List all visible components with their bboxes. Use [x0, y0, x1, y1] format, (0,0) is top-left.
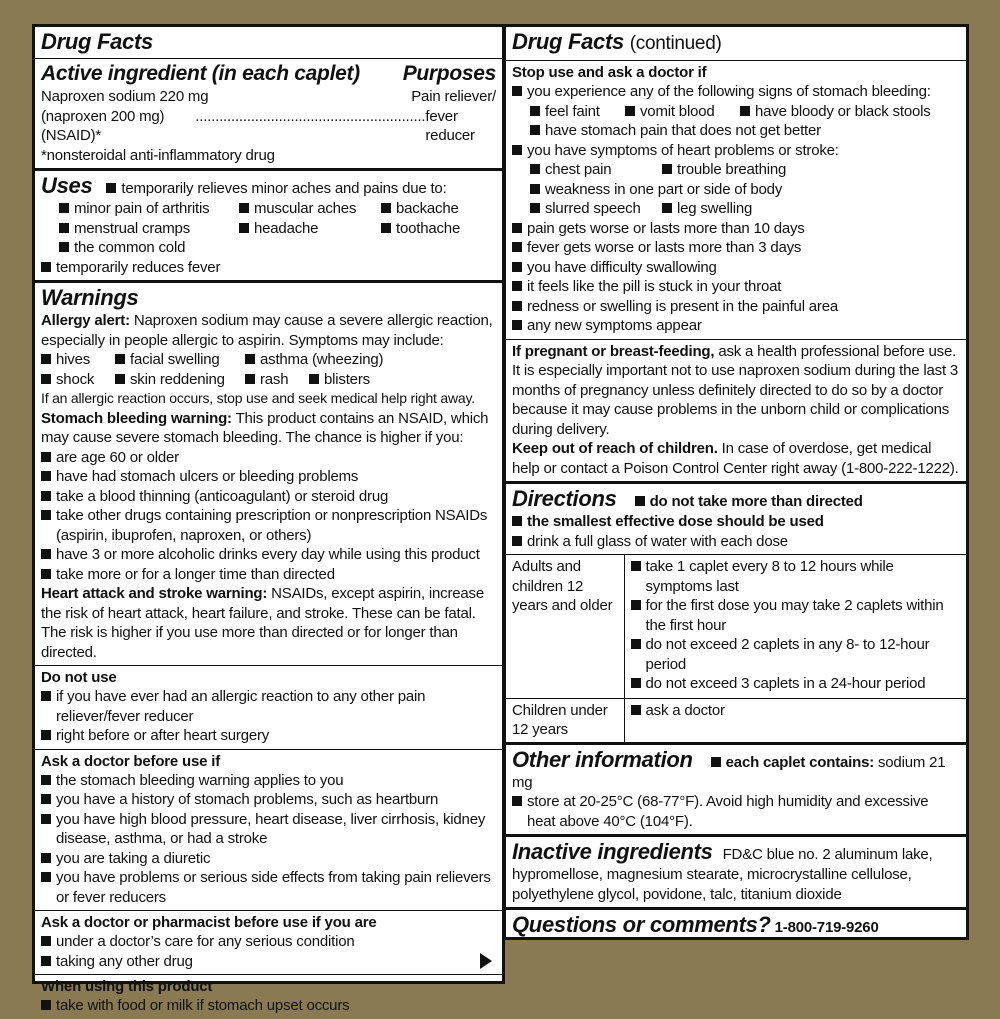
leader-dots: ..........................................................: [195, 107, 426, 125]
other-information-header: Other information: [512, 746, 693, 772]
active-ingredient-name: Naproxen sodium 220 mg: [41, 88, 209, 105]
list-item: taking any other drug: [56, 952, 193, 970]
active-ingredient-section: [35, 59, 502, 171]
when-using-header: When using this product: [41, 978, 213, 995]
list-item: weakness in one part or side of body: [530, 181, 782, 198]
active-ingredient-sub: (naproxen 200 mg) (NSAID)*: [41, 107, 165, 144]
list-item: are age 60 or older: [56, 448, 179, 466]
list-item: ask a doctor: [645, 701, 725, 719]
allergy-alert-label: Allergy alert:: [41, 312, 130, 329]
list-item: chest pain: [530, 160, 662, 180]
list-item: have had stomach ulcers or bleeding problems: [56, 468, 359, 485]
drug-facts-title-continued: Drug Facts: [512, 29, 624, 54]
heart-warning-label: Heart attack and stroke warning:: [41, 585, 268, 602]
list-item: take 1 caplet every 8 to 12 hours while symptoms last: [645, 558, 894, 595]
list-item: redness or swelling is present in the painful area: [512, 298, 838, 315]
list-item: facial swelling: [115, 350, 245, 370]
allergy-after-text: If an allergic reaction occurs, stop use and seek medical help right away.: [41, 390, 475, 406]
list-item: you have a history of stomach problems, such as heartburn: [56, 791, 439, 808]
dosage-table: [506, 554, 966, 742]
ask-doctor-header: Ask a doctor before use if: [41, 752, 221, 770]
purpose-line-2: fever reducer: [425, 107, 475, 144]
list-item: menstrual cramps: [59, 219, 239, 239]
list-item: do not exceed 3 caplets in a 24-hour period: [645, 675, 926, 692]
uses-fever: temporarily reduces fever: [41, 259, 220, 276]
directions-bold-2: the smallest effective dose should be used: [512, 513, 824, 530]
heart-warning-text: NSAIDs, except aspirin, increase the risk of heart attack, heart failure, and stroke. These can be fatal. The risk is higher if you use more than directed or for longer than directed.: [41, 585, 484, 661]
heart-intro: you have symptoms of heart problems or stroke:: [512, 142, 839, 159]
uses-section: [35, 171, 502, 283]
list-item: do not exceed 2 caplets in any 8- to 12-hour period: [645, 636, 930, 673]
purposes-header: Purposes: [402, 62, 496, 85]
list-item: shock: [41, 370, 115, 390]
list-item: you have high blood pressure, heart disease, liver cirrhosis, kidney disease, asthma, or had a stroke: [56, 810, 486, 847]
list-item: feel faint: [530, 102, 625, 122]
list-item: asthma (wheezing): [245, 350, 383, 370]
list-item: under a doctor’s care for any serious condition: [56, 933, 355, 950]
stomach-warning-label: Stomach bleeding warning:: [41, 409, 232, 427]
list-item: muscular aches: [239, 199, 381, 219]
list-item: take with food or milk if stomach upset occurs: [56, 997, 350, 1014]
list-item: any new symptoms appear: [512, 317, 702, 334]
list-item: the common cold: [59, 239, 185, 256]
inactive-ingredients-section: [506, 837, 966, 910]
do-not-use-section: [35, 666, 502, 750]
drug-facts-title: Drug Facts: [41, 29, 153, 54]
child-label: Children under 12 years: [506, 698, 624, 742]
caplet-label: each caplet contains:: [711, 754, 874, 771]
list-item: take other drugs containing prescription or nonprescription NSAIDs (aspirin, ibuprofen, naproxen, or others): [56, 507, 488, 544]
keep-out-text: In case of overdose, get medical help or contact a Poison Control Center right away (1-800-222-1222).: [512, 440, 959, 477]
list-item: headache: [239, 219, 381, 239]
questions-section: [506, 910, 966, 941]
allergy-alert-text: Naproxen sodium may cause a severe allergic reaction, especially in people allergic to aspirin. Symptoms may include:: [41, 312, 493, 349]
storage-text: store at 20-25°C (68-77°F). Avoid high humidity and excessive heat above 40°C (104°F).: [527, 793, 929, 830]
adult-label: Adults and children 12 years and older: [506, 555, 624, 699]
nsaid-footnote: *nonsteroidal anti-inflammatory drug: [41, 146, 275, 164]
ask-pharmacist-header: Ask a doctor or pharmacist before use if you are: [41, 914, 377, 931]
list-item: fever gets worse or lasts more than 3 days: [512, 239, 801, 256]
list-item: hives: [41, 350, 115, 370]
title-section-continued: [506, 27, 966, 61]
bleeding-intro: you experience any of the following signs of stomach bleeding:: [512, 83, 931, 100]
purpose-line-1: Pain reliever/: [411, 88, 496, 105]
title-section: [35, 27, 502, 59]
directions-plain: drink a full glass of water with each dose: [512, 533, 788, 550]
questions-phone: 1-800-719-9260: [774, 919, 879, 936]
do-not-use-header: Do not use: [41, 669, 117, 686]
warnings-header: Warnings: [41, 285, 139, 310]
list-item: the stomach bleeding warning applies to you: [56, 771, 344, 789]
continue-arrow-icon: [480, 953, 492, 969]
when-using-section: [35, 975, 502, 1019]
list-item: you are taking a diuretic: [56, 849, 211, 867]
list-item: leg swelling: [662, 199, 752, 219]
list-item: backache: [381, 199, 459, 219]
pregnancy-text: ask a health professional before use. It is especially important not to use naproxen sodium during the last 3 months of pregnancy unless definitely directed to do so by a doctor because it may cause problems in the unborn child or complications during delivery.: [512, 342, 959, 438]
stomach-warning-text: This product contains an NSAID, which may cause severe stomach bleeding. The chance is higher if you:: [41, 409, 489, 446]
list-item: you have difficulty swallowing: [512, 259, 717, 276]
caplet-text: sodium 21 mg: [512, 753, 946, 791]
list-item: rash: [245, 370, 309, 390]
directions-bold-1: do not take more than directed: [635, 493, 863, 510]
list-item: trouble breathing: [662, 160, 786, 180]
inactive-ingredients-header: Inactive ingredients: [512, 839, 713, 864]
pregnancy-section: [506, 340, 966, 485]
keep-out-label: Keep out of reach of children.: [512, 440, 718, 457]
stop-use-header: Stop use and ask a doctor if: [512, 64, 707, 81]
uses-header: Uses: [41, 173, 93, 198]
list-item: have 3 or more alcoholic drinks every day while using this product: [56, 546, 480, 563]
list-item: pain gets worse or lasts more than 10 days: [512, 220, 805, 237]
pregnancy-label: If pregnant or breast-feeding,: [512, 342, 715, 360]
list-item: have stomach pain that does not get better: [530, 122, 821, 139]
stop-use-section: [506, 61, 966, 340]
list-item: slurred speech: [530, 199, 662, 219]
list-item: minor pain of arthritis: [59, 199, 239, 219]
table-row: [506, 698, 966, 742]
active-ingredient-header: Active ingredient (in each caplet): [41, 62, 360, 85]
list-item: right before or after heart surgery: [56, 727, 270, 744]
drug-facts-panel-left: [32, 24, 505, 1014]
other-information-section: [506, 745, 966, 838]
ask-pharmacist-section: [35, 911, 502, 975]
continued-label: (continued): [629, 33, 722, 54]
list-item: vomit blood: [625, 102, 740, 122]
list-item: take more or for a longer time than directed: [56, 565, 335, 583]
list-item: it feels like the pill is stuck in your throat: [512, 278, 781, 295]
list-item: blisters: [309, 370, 370, 390]
directions-header: Directions: [512, 486, 617, 511]
inactive-ingredients-text: FD&C blue no. 2 aluminum lake, hypromellose, magnesium stearate, microcrystalline cellulose, polyethylene glycol, povidone, talc, titanium dioxide: [512, 846, 933, 903]
ask-doctor-section: [35, 750, 502, 912]
directions-section: [506, 484, 966, 745]
list-item: have bloody or black stools: [740, 102, 931, 122]
list-item: you have problems or serious side effects from taking pain relievers or fever reducers: [56, 869, 491, 906]
list-item: for the first dose you may take 2 caplets within the first hour: [645, 597, 944, 634]
uses-intro: temporarily relieves minor aches and pains due to:: [106, 180, 446, 197]
list-item: toothache: [381, 219, 460, 239]
drug-facts-panel-right: [503, 24, 969, 940]
table-row: [506, 555, 966, 699]
list-item: take a blood thinning (anticoagulant) or steroid drug: [56, 487, 389, 505]
list-item: if you have ever had an allergic reaction to any other pain reliever/fever reducer: [56, 688, 426, 725]
list-item: skin reddening: [115, 370, 245, 390]
warnings-section: [35, 283, 502, 666]
questions-header: Questions or comments?: [512, 912, 771, 937]
